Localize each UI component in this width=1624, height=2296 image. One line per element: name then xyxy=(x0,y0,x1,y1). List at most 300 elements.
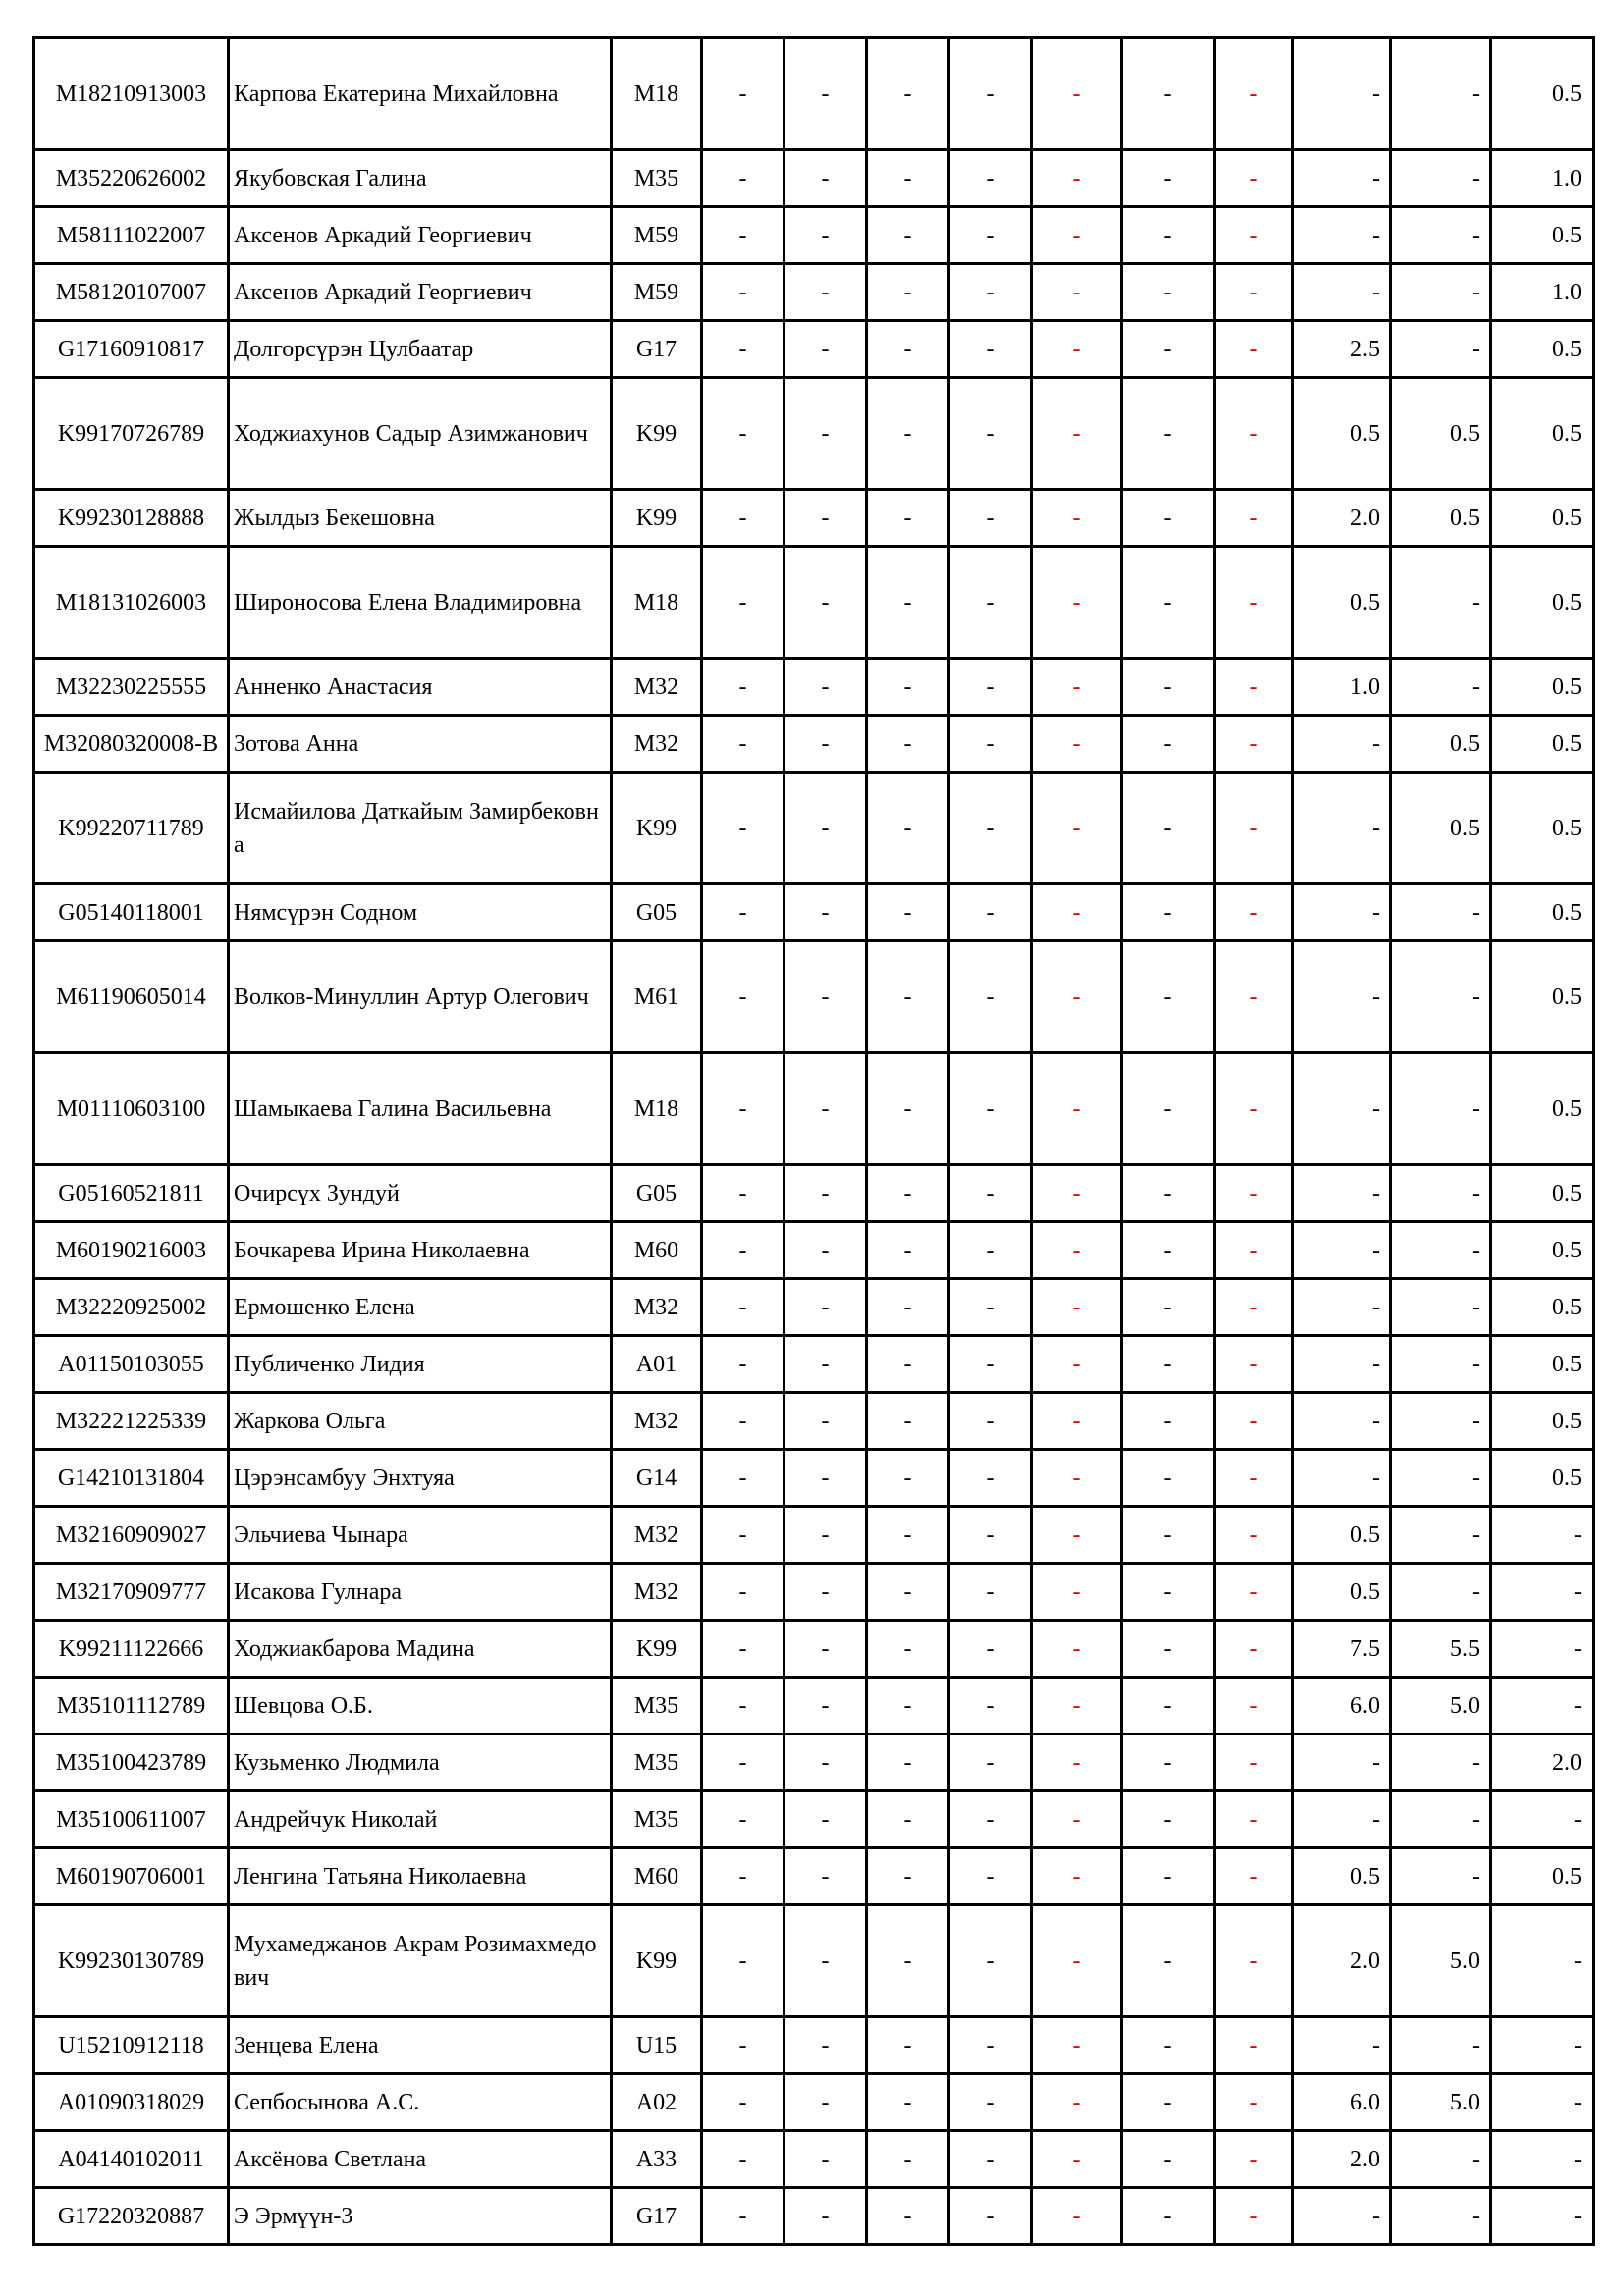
value-cell-2: - xyxy=(1391,1791,1491,1848)
empty-value-cell: - xyxy=(1122,264,1215,321)
empty-value-cell: - xyxy=(949,38,1032,150)
empty-value-cell: - xyxy=(949,1507,1032,1564)
value-cell-3: 2.0 xyxy=(1491,1735,1594,1791)
empty-value-cell: - xyxy=(702,2131,785,2188)
value-cell-3: - xyxy=(1491,2074,1594,2131)
table-row xyxy=(34,1450,1594,1507)
empty-value-cell: - xyxy=(785,1735,867,1791)
empty-value-cell: - xyxy=(785,1905,867,2017)
empty-value-cell: - xyxy=(867,150,949,207)
value-cell-2: - xyxy=(1391,2017,1491,2074)
empty-value-cell: - xyxy=(785,1621,867,1678)
value-cell-2: - xyxy=(1391,207,1491,264)
member-id-cell: K99220711789 xyxy=(34,773,229,884)
empty-value-cell: - xyxy=(949,490,1032,547)
value-cell-2: 5.5 xyxy=(1391,1621,1491,1678)
empty-value-cell: - xyxy=(702,264,785,321)
empty-value-cell: - xyxy=(1215,1905,1293,2017)
member-id-cell: U15210912118 xyxy=(34,2017,229,2074)
value-cell-3: 0.5 xyxy=(1491,884,1594,941)
value-cell-2: - xyxy=(1391,1735,1491,1791)
empty-value-cell: - xyxy=(949,2131,1032,2188)
empty-value-cell: - xyxy=(1032,1393,1122,1450)
value-cell-3: 0.5 xyxy=(1491,716,1594,773)
empty-value-cell: - xyxy=(867,490,949,547)
table-row xyxy=(34,1564,1594,1621)
empty-value-cell: - xyxy=(785,941,867,1053)
value-cell-1: - xyxy=(1293,1393,1391,1450)
empty-value-cell: - xyxy=(1032,1848,1122,1905)
region-code-cell: M18 xyxy=(612,1053,702,1165)
member-name-cell: Мухамеджанов Акрам Розимахмедович xyxy=(229,1905,612,2017)
empty-value-cell: - xyxy=(949,2017,1032,2074)
empty-value-cell: - xyxy=(1032,1279,1122,1336)
value-cell-3: - xyxy=(1491,1564,1594,1621)
empty-value-cell: - xyxy=(702,1791,785,1848)
empty-value-cell: - xyxy=(1122,1905,1215,2017)
empty-value-cell: - xyxy=(1122,1393,1215,1450)
empty-value-cell: - xyxy=(949,1053,1032,1165)
value-cell-1: - xyxy=(1293,264,1391,321)
empty-value-cell: - xyxy=(1032,2131,1122,2188)
empty-value-cell: - xyxy=(1215,2131,1293,2188)
empty-value-cell: - xyxy=(1122,321,1215,378)
value-cell-1: - xyxy=(1293,1791,1391,1848)
empty-value-cell: - xyxy=(867,2074,949,2131)
empty-value-cell: - xyxy=(785,1336,867,1393)
region-code-cell: K99 xyxy=(612,773,702,884)
member-name-cell: Исакова Гулнара xyxy=(229,1564,612,1621)
empty-value-cell: - xyxy=(702,2074,785,2131)
table-row xyxy=(34,1735,1594,1791)
empty-value-cell: - xyxy=(1122,1621,1215,1678)
member-id-cell: A01150103055 xyxy=(34,1336,229,1393)
table-row xyxy=(34,1905,1594,2017)
empty-value-cell: - xyxy=(702,2017,785,2074)
member-name-cell: Аксенов Аркадий Георгиевич xyxy=(229,207,612,264)
member-id-cell: M18210913003 xyxy=(34,38,229,150)
value-cell-2: - xyxy=(1391,321,1491,378)
empty-value-cell: - xyxy=(1122,1678,1215,1735)
empty-value-cell: - xyxy=(702,1678,785,1735)
empty-value-cell: - xyxy=(867,1053,949,1165)
member-id-cell: M35220626002 xyxy=(34,150,229,207)
member-name-cell: Эльчиева Чынара xyxy=(229,1507,612,1564)
value-cell-3: 0.5 xyxy=(1491,378,1594,490)
value-cell-2: - xyxy=(1391,884,1491,941)
empty-value-cell: - xyxy=(1215,716,1293,773)
table-row xyxy=(34,659,1594,716)
empty-value-cell: - xyxy=(785,321,867,378)
value-cell-2: - xyxy=(1391,1336,1491,1393)
empty-value-cell: - xyxy=(1122,1450,1215,1507)
empty-value-cell: - xyxy=(1215,207,1293,264)
empty-value-cell: - xyxy=(1122,1279,1215,1336)
empty-value-cell: - xyxy=(1215,1222,1293,1279)
region-code-cell: M35 xyxy=(612,1678,702,1735)
value-cell-1: 6.0 xyxy=(1293,2074,1391,2131)
member-name-cell: Волков-Минуллин Артур Олегович xyxy=(229,941,612,1053)
value-cell-2: 5.0 xyxy=(1391,1905,1491,2017)
empty-value-cell: - xyxy=(702,1450,785,1507)
empty-value-cell: - xyxy=(1215,2017,1293,2074)
value-cell-1: 2.0 xyxy=(1293,1905,1391,2017)
empty-value-cell: - xyxy=(1032,150,1122,207)
empty-value-cell: - xyxy=(1032,547,1122,659)
empty-value-cell: - xyxy=(867,773,949,884)
member-id-cell: M32160909027 xyxy=(34,1507,229,1564)
empty-value-cell: - xyxy=(1122,490,1215,547)
value-cell-1: 0.5 xyxy=(1293,1848,1391,1905)
region-code-cell: M32 xyxy=(612,716,702,773)
empty-value-cell: - xyxy=(1032,1564,1122,1621)
region-code-cell: G05 xyxy=(612,1165,702,1222)
region-code-cell: G05 xyxy=(612,884,702,941)
table-row xyxy=(34,378,1594,490)
empty-value-cell: - xyxy=(785,1222,867,1279)
empty-value-cell: - xyxy=(949,1791,1032,1848)
empty-value-cell: - xyxy=(949,1905,1032,2017)
empty-value-cell: - xyxy=(867,321,949,378)
table-row xyxy=(34,1621,1594,1678)
empty-value-cell: - xyxy=(1032,2017,1122,2074)
empty-value-cell: - xyxy=(702,378,785,490)
member-id-cell: M18131026003 xyxy=(34,547,229,659)
members-table xyxy=(32,36,1595,2246)
empty-value-cell: - xyxy=(867,1165,949,1222)
region-code-cell: M32 xyxy=(612,1393,702,1450)
member-name-cell: Широносова Елена Владимировна xyxy=(229,547,612,659)
empty-value-cell: - xyxy=(867,1848,949,1905)
value-cell-1: - xyxy=(1293,2188,1391,2245)
empty-value-cell: - xyxy=(867,1450,949,1507)
empty-value-cell: - xyxy=(1032,2074,1122,2131)
empty-value-cell: - xyxy=(702,773,785,884)
member-name-cell: Ходжиакбарова Мадина xyxy=(229,1621,612,1678)
empty-value-cell: - xyxy=(785,716,867,773)
empty-value-cell: - xyxy=(1122,941,1215,1053)
member-id-cell: A04140102011 xyxy=(34,2131,229,2188)
empty-value-cell: - xyxy=(1215,490,1293,547)
value-cell-2: - xyxy=(1391,1450,1491,1507)
region-code-cell: A33 xyxy=(612,2131,702,2188)
empty-value-cell: - xyxy=(949,1279,1032,1336)
member-name-cell: Ходжиахунов Садыр Азимжанович xyxy=(229,378,612,490)
empty-value-cell: - xyxy=(702,659,785,716)
empty-value-cell: - xyxy=(785,1848,867,1905)
value-cell-1: - xyxy=(1293,1165,1391,1222)
table-row xyxy=(34,1393,1594,1450)
member-name-cell: Шамыкаева Галина Васильевна xyxy=(229,1053,612,1165)
table-row xyxy=(34,2188,1594,2245)
member-name-cell: Жылдыз Бекешовна xyxy=(229,490,612,547)
value-cell-3: 0.5 xyxy=(1491,1053,1594,1165)
empty-value-cell: - xyxy=(702,150,785,207)
empty-value-cell: - xyxy=(1032,38,1122,150)
empty-value-cell: - xyxy=(949,884,1032,941)
region-code-cell: K99 xyxy=(612,490,702,547)
empty-value-cell: - xyxy=(949,1393,1032,1450)
empty-value-cell: - xyxy=(1215,2074,1293,2131)
empty-value-cell: - xyxy=(1215,1450,1293,1507)
value-cell-1: - xyxy=(1293,941,1391,1053)
region-code-cell: G17 xyxy=(612,321,702,378)
empty-value-cell: - xyxy=(785,1791,867,1848)
value-cell-1: - xyxy=(1293,716,1391,773)
empty-value-cell: - xyxy=(1122,547,1215,659)
empty-value-cell: - xyxy=(867,1678,949,1735)
value-cell-3: 0.5 xyxy=(1491,1222,1594,1279)
empty-value-cell: - xyxy=(949,659,1032,716)
value-cell-3: 0.5 xyxy=(1491,773,1594,884)
table-row xyxy=(34,773,1594,884)
member-id-cell: K99230128888 xyxy=(34,490,229,547)
table-row xyxy=(34,1336,1594,1393)
value-cell-1: 2.5 xyxy=(1293,321,1391,378)
value-cell-2: - xyxy=(1391,659,1491,716)
empty-value-cell: - xyxy=(1032,2188,1122,2245)
empty-value-cell: - xyxy=(1122,659,1215,716)
region-code-cell: U15 xyxy=(612,2017,702,2074)
member-id-cell: G17160910817 xyxy=(34,321,229,378)
value-cell-3: 1.0 xyxy=(1491,150,1594,207)
empty-value-cell: - xyxy=(1122,1564,1215,1621)
member-name-cell: Аксенов Аркадий Георгиевич xyxy=(229,264,612,321)
member-name-cell: Якубовская Галина xyxy=(229,150,612,207)
value-cell-2: - xyxy=(1391,1222,1491,1279)
member-name-cell: Зенцева Елена xyxy=(229,2017,612,2074)
member-name-cell: Долгорсүрэн Цулбаатар xyxy=(229,321,612,378)
region-code-cell: M35 xyxy=(612,1791,702,1848)
value-cell-2: - xyxy=(1391,2188,1491,2245)
empty-value-cell: - xyxy=(702,716,785,773)
empty-value-cell: - xyxy=(1032,378,1122,490)
member-id-cell: G17220320887 xyxy=(34,2188,229,2245)
empty-value-cell: - xyxy=(702,38,785,150)
empty-value-cell: - xyxy=(785,1053,867,1165)
empty-value-cell: - xyxy=(702,2188,785,2245)
empty-value-cell: - xyxy=(1032,1621,1122,1678)
region-code-cell: M18 xyxy=(612,547,702,659)
value-cell-2: - xyxy=(1391,1053,1491,1165)
region-code-cell: M32 xyxy=(612,659,702,716)
empty-value-cell: - xyxy=(949,1621,1032,1678)
value-cell-3: - xyxy=(1491,1621,1594,1678)
member-name-cell: Карпова Екатерина Михайловна xyxy=(229,38,612,150)
value-cell-3: 0.5 xyxy=(1491,207,1594,264)
value-cell-1: - xyxy=(1293,207,1391,264)
value-cell-3: - xyxy=(1491,2017,1594,2074)
value-cell-2: - xyxy=(1391,150,1491,207)
region-code-cell: A01 xyxy=(612,1336,702,1393)
empty-value-cell: - xyxy=(785,773,867,884)
value-cell-3: 0.5 xyxy=(1491,1393,1594,1450)
region-code-cell: M18 xyxy=(612,38,702,150)
empty-value-cell: - xyxy=(702,1336,785,1393)
empty-value-cell: - xyxy=(1122,2188,1215,2245)
region-code-cell: M32 xyxy=(612,1279,702,1336)
member-name-cell: Публиченко Лидия xyxy=(229,1336,612,1393)
value-cell-2: - xyxy=(1391,547,1491,659)
value-cell-1: - xyxy=(1293,884,1391,941)
empty-value-cell: - xyxy=(949,1848,1032,1905)
empty-value-cell: - xyxy=(1032,1905,1122,2017)
empty-value-cell: - xyxy=(867,1279,949,1336)
empty-value-cell: - xyxy=(1032,1735,1122,1791)
empty-value-cell: - xyxy=(1032,773,1122,884)
empty-value-cell: - xyxy=(785,207,867,264)
member-name-cell: Андрейчук Николай xyxy=(229,1791,612,1848)
empty-value-cell: - xyxy=(1122,150,1215,207)
member-name-cell: Очирсүх Зундуй xyxy=(229,1165,612,1222)
empty-value-cell: - xyxy=(785,1393,867,1450)
empty-value-cell: - xyxy=(949,2188,1032,2245)
empty-value-cell: - xyxy=(867,378,949,490)
empty-value-cell: - xyxy=(867,1621,949,1678)
member-name-cell: Ленгина Татьяна Николаевна xyxy=(229,1848,612,1905)
empty-value-cell: - xyxy=(867,38,949,150)
empty-value-cell: - xyxy=(949,207,1032,264)
empty-value-cell: - xyxy=(702,1735,785,1791)
empty-value-cell: - xyxy=(1215,941,1293,1053)
empty-value-cell: - xyxy=(785,38,867,150)
empty-value-cell: - xyxy=(1215,1564,1293,1621)
empty-value-cell: - xyxy=(867,207,949,264)
value-cell-3: 0.5 xyxy=(1491,490,1594,547)
empty-value-cell: - xyxy=(1215,1848,1293,1905)
value-cell-1: - xyxy=(1293,2017,1391,2074)
member-name-cell: Цэрэнсамбуу Энхтуяа xyxy=(229,1450,612,1507)
empty-value-cell: - xyxy=(867,547,949,659)
table-row xyxy=(34,1507,1594,1564)
table-row xyxy=(34,2131,1594,2188)
region-code-cell: M35 xyxy=(612,1735,702,1791)
value-cell-1: - xyxy=(1293,38,1391,150)
value-cell-3: 0.5 xyxy=(1491,1450,1594,1507)
empty-value-cell: - xyxy=(949,1735,1032,1791)
region-code-cell: M59 xyxy=(612,207,702,264)
empty-value-cell: - xyxy=(785,1507,867,1564)
empty-value-cell: - xyxy=(702,1564,785,1621)
table-row xyxy=(34,1222,1594,1279)
empty-value-cell: - xyxy=(1032,716,1122,773)
value-cell-2: - xyxy=(1391,1564,1491,1621)
value-cell-1: - xyxy=(1293,1279,1391,1336)
empty-value-cell: - xyxy=(702,1848,785,1905)
empty-value-cell: - xyxy=(949,264,1032,321)
empty-value-cell: - xyxy=(1122,716,1215,773)
empty-value-cell: - xyxy=(785,378,867,490)
empty-value-cell: - xyxy=(785,884,867,941)
empty-value-cell: - xyxy=(1122,1336,1215,1393)
value-cell-2: 0.5 xyxy=(1391,716,1491,773)
empty-value-cell: - xyxy=(1215,1279,1293,1336)
empty-value-cell: - xyxy=(867,2017,949,2074)
empty-value-cell: - xyxy=(1122,1053,1215,1165)
value-cell-3: 0.5 xyxy=(1491,941,1594,1053)
table-row xyxy=(34,2017,1594,2074)
region-code-cell: M61 xyxy=(612,941,702,1053)
empty-value-cell: - xyxy=(867,1222,949,1279)
empty-value-cell: - xyxy=(1122,2131,1215,2188)
empty-value-cell: - xyxy=(1032,941,1122,1053)
value-cell-3: - xyxy=(1491,1905,1594,2017)
empty-value-cell: - xyxy=(949,1222,1032,1279)
member-name-cell: Шевцова О.Б. xyxy=(229,1678,612,1735)
value-cell-1: - xyxy=(1293,1735,1391,1791)
table-row xyxy=(34,2074,1594,2131)
table-row xyxy=(34,321,1594,378)
empty-value-cell: - xyxy=(1215,1791,1293,1848)
empty-value-cell: - xyxy=(1215,38,1293,150)
value-cell-2: 0.5 xyxy=(1391,490,1491,547)
empty-value-cell: - xyxy=(1122,207,1215,264)
value-cell-1: 0.5 xyxy=(1293,1507,1391,1564)
empty-value-cell: - xyxy=(949,1165,1032,1222)
value-cell-2: - xyxy=(1391,38,1491,150)
table-row xyxy=(34,1848,1594,1905)
value-cell-3: 1.0 xyxy=(1491,264,1594,321)
empty-value-cell: - xyxy=(785,264,867,321)
member-id-cell: M60190706001 xyxy=(34,1848,229,1905)
empty-value-cell: - xyxy=(1215,1393,1293,1450)
empty-value-cell: - xyxy=(949,716,1032,773)
table-row xyxy=(34,150,1594,207)
empty-value-cell: - xyxy=(1122,38,1215,150)
table-body xyxy=(34,38,1594,2245)
value-cell-1: - xyxy=(1293,1336,1391,1393)
table-row xyxy=(34,884,1594,941)
empty-value-cell: - xyxy=(1215,1735,1293,1791)
member-name-cell: Нямсүрэн Содном xyxy=(229,884,612,941)
empty-value-cell: - xyxy=(1215,1053,1293,1165)
empty-value-cell: - xyxy=(949,547,1032,659)
region-code-cell: M60 xyxy=(612,1222,702,1279)
member-id-cell: K99211122666 xyxy=(34,1621,229,1678)
table-row xyxy=(34,1791,1594,1848)
empty-value-cell: - xyxy=(785,1279,867,1336)
empty-value-cell: - xyxy=(1032,884,1122,941)
empty-value-cell: - xyxy=(702,1621,785,1678)
empty-value-cell: - xyxy=(785,490,867,547)
value-cell-3: 0.5 xyxy=(1491,547,1594,659)
empty-value-cell: - xyxy=(949,2074,1032,2131)
empty-value-cell: - xyxy=(1215,2188,1293,2245)
value-cell-3: 0.5 xyxy=(1491,659,1594,716)
empty-value-cell: - xyxy=(867,1393,949,1450)
empty-value-cell: - xyxy=(949,1336,1032,1393)
empty-value-cell: - xyxy=(1032,490,1122,547)
empty-value-cell: - xyxy=(949,941,1032,1053)
empty-value-cell: - xyxy=(867,2188,949,2245)
region-code-cell: M32 xyxy=(612,1564,702,1621)
value-cell-3: - xyxy=(1491,1507,1594,1564)
table-row xyxy=(34,547,1594,659)
member-id-cell: A01090318029 xyxy=(34,2074,229,2131)
value-cell-3: 0.5 xyxy=(1491,1165,1594,1222)
member-name-cell: Аксёнова Светлана xyxy=(229,2131,612,2188)
empty-value-cell: - xyxy=(785,1165,867,1222)
empty-value-cell: - xyxy=(1122,1222,1215,1279)
value-cell-1: 0.5 xyxy=(1293,1564,1391,1621)
member-id-cell: G05160521811 xyxy=(34,1165,229,1222)
value-cell-3: 0.5 xyxy=(1491,321,1594,378)
member-name-cell: Зотова Анна xyxy=(229,716,612,773)
empty-value-cell: - xyxy=(702,207,785,264)
member-name-cell: Жаркова Ольга xyxy=(229,1393,612,1450)
value-cell-3: 0.5 xyxy=(1491,1279,1594,1336)
value-cell-3: - xyxy=(1491,2188,1594,2245)
